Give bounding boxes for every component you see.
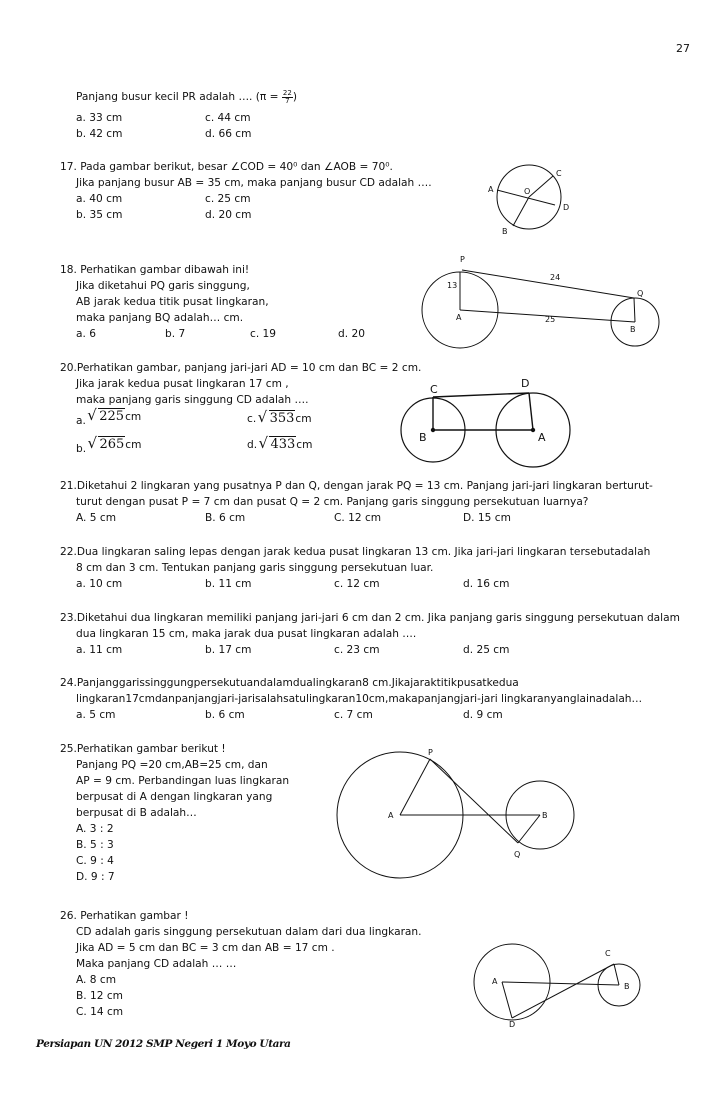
q25-option-b[interactable]: B. 5 : 3 bbox=[76, 839, 114, 851]
q22-option-b[interactable]: b. 11 cm bbox=[205, 578, 252, 590]
q17-option-c[interactable]: c. 25 cm bbox=[205, 193, 251, 205]
q25-tangent-pq bbox=[430, 759, 518, 843]
q18-option-d[interactable]: d. 20 bbox=[338, 328, 365, 340]
q22-option-d[interactable]: d. 16 cm bbox=[463, 578, 510, 590]
q16-pi: π = bbox=[259, 91, 279, 103]
q17-circle-diagram bbox=[485, 160, 585, 240]
q25-line2: Panjang PQ =20 cm,AB=25 cm, dan bbox=[76, 759, 268, 771]
q24-option-c[interactable]: c. 7 cm bbox=[334, 709, 373, 721]
q18-line4: maka panjang BQ adalah… cm. bbox=[76, 312, 244, 324]
q17-option-b[interactable]: b. 35 cm bbox=[76, 209, 123, 221]
q21-line2: turut dengan pusat P = 7 cm dan pusat Q = 2 cm. Panjang garis singgung persekutuan luarnya? bbox=[76, 496, 589, 508]
q16-frac-num: 22 bbox=[282, 88, 292, 97]
q18-option-a[interactable]: a. 6 bbox=[76, 328, 96, 340]
q20-label-b: B bbox=[419, 431, 427, 444]
q16-stem bbox=[76, 89, 297, 105]
q20-option-b-sqrt: √ 265 bbox=[89, 437, 125, 453]
q25-line1: 25.Perhatikan gambar berikut ! bbox=[60, 743, 226, 755]
q18-line1: 18. Perhatikan gambar dibawah ini! bbox=[60, 264, 250, 276]
q17-radius-o-c bbox=[529, 176, 553, 197]
q20-label-c: C bbox=[430, 383, 438, 396]
q20-option-a[interactable] bbox=[76, 409, 142, 429]
q26-center-line-ab bbox=[502, 982, 619, 985]
q18-label-13: 13 bbox=[447, 281, 458, 290]
q16-option-a[interactable]: a. 33 cm bbox=[76, 112, 123, 124]
q18-label-b: B bbox=[630, 325, 636, 334]
q23-option-c[interactable]: c. 23 cm bbox=[334, 644, 380, 656]
q25-label-q: Q bbox=[514, 850, 521, 859]
q18-line2: Jika diketahui PQ garis singgung, bbox=[76, 280, 250, 292]
q20-option-a-label: a. bbox=[76, 415, 86, 427]
q23-option-b[interactable]: b. 17 cm bbox=[205, 644, 252, 656]
q20-tangent-diagram bbox=[395, 375, 585, 465]
q20-option-a-sqrt: √ 225 bbox=[89, 409, 125, 425]
q16-option-c[interactable]: c. 44 cm bbox=[205, 112, 251, 124]
q25-label-a: A bbox=[388, 811, 394, 820]
q25-label-b: B bbox=[542, 811, 548, 820]
q18-label-q: Q bbox=[637, 289, 644, 298]
q26-label-b: B bbox=[624, 982, 630, 991]
q16-option-b[interactable]: b. 42 cm bbox=[76, 128, 123, 140]
q26-line3: Jika AD = 5 cm dan BC = 3 cm dan AB = 17 cm . bbox=[76, 942, 335, 954]
q21-option-d[interactable]: D. 15 cm bbox=[463, 512, 511, 524]
q25-radius-ap bbox=[400, 759, 430, 815]
q20-option-d-unit: cm bbox=[296, 439, 313, 451]
q23-line1: 23.Diketahui dua lingkaran memiliki panjang jari-jari 6 cm dan 2 cm. Jika panjang garis singgung persekutuan dalam bbox=[60, 612, 680, 624]
q20-option-c-label: c. bbox=[247, 413, 257, 425]
q18-tangent-diagram bbox=[420, 250, 670, 350]
q18-option-b[interactable]: b. 7 bbox=[165, 328, 186, 340]
page-number: 27 bbox=[676, 42, 690, 55]
q25-tangent-diagram bbox=[330, 745, 590, 880]
q21-option-c[interactable]: C. 12 cm bbox=[334, 512, 382, 524]
q20-option-d-sqrt: √ 433 bbox=[260, 437, 296, 453]
q21-option-a[interactable]: A. 5 cm bbox=[76, 512, 117, 524]
q23-option-a[interactable]: a. 11 cm bbox=[76, 644, 123, 656]
q25-option-c[interactable]: C. 9 : 4 bbox=[76, 855, 114, 867]
q18-label-25: 25 bbox=[545, 315, 556, 324]
q20-line1: 20.Perhatikan gambar, panjang jari-jari AD = 10 cm dan BC = 2 cm. bbox=[60, 362, 422, 374]
q25-option-a[interactable]: A. 3 : 2 bbox=[76, 823, 114, 835]
q26-label-d: D bbox=[509, 1020, 516, 1029]
q24-option-b[interactable]: b. 6 cm bbox=[205, 709, 245, 721]
q20-option-d-label: d. bbox=[247, 439, 258, 451]
q17-option-a[interactable]: a. 40 cm bbox=[76, 193, 123, 205]
q17-label-d: D bbox=[563, 203, 570, 212]
q20-line2: Jika jarak kedua pusat lingkaran 17 cm , bbox=[76, 378, 289, 390]
q18-line3: AB jarak kedua titik pusat lingkaran, bbox=[76, 296, 269, 308]
q16-stem-text: Panjang busur kecil PR adalah …. ( bbox=[76, 91, 260, 103]
q20-option-b-unit: cm bbox=[125, 439, 142, 451]
q24-option-d[interactable]: d. 9 cm bbox=[463, 709, 503, 721]
q26-option-b[interactable]: B. 12 cm bbox=[76, 990, 123, 1002]
q22-option-a[interactable]: a. 10 cm bbox=[76, 578, 123, 590]
q22-line1: 22.Dua lingkaran saling lepas dengan jarak kedua pusat lingkaran 13 cm. Jika jari-jari lingkaran tersebutadalah bbox=[60, 546, 651, 558]
q18-option-c[interactable]: c. 19 bbox=[250, 328, 277, 340]
q24-line2: lingkaran17cmdanpanjangjari-jarisalahsatulingkaran10cm,makapanjangjari-jari lingkaranyanglainadalah… bbox=[76, 693, 643, 705]
q20-option-b-label: b. bbox=[76, 443, 87, 455]
q20-option-a-unit: cm bbox=[125, 411, 142, 423]
footer-title: Persiapan UN 2012 SMP Negeri 1 Moyo Utara bbox=[36, 1038, 291, 1050]
q20-option-c-unit: cm bbox=[295, 413, 312, 425]
q25-line4: berpusat di A dengan lingkaran yang bbox=[76, 791, 273, 803]
q25-option-d[interactable]: D. 9 : 7 bbox=[76, 871, 115, 883]
q17-label-b: B bbox=[502, 227, 508, 236]
q25-label-p: P bbox=[428, 748, 433, 757]
q26-line1: 26. Perhatikan gambar ! bbox=[60, 910, 189, 922]
q17-label-c: C bbox=[556, 169, 562, 178]
q17-label-a: A bbox=[488, 185, 494, 194]
q20-point-b bbox=[431, 428, 435, 432]
q20-option-d[interactable] bbox=[247, 437, 312, 453]
q23-line2: dua lingkaran 15 cm, maka jarak dua pusat lingkaran adalah …. bbox=[76, 628, 417, 640]
q24-option-a[interactable]: a. 5 cm bbox=[76, 709, 116, 721]
q26-option-a[interactable]: A. 8 cm bbox=[76, 974, 117, 986]
q20-option-c-sqrt: √ 353 bbox=[260, 411, 296, 427]
q25-line3: AP = 9 cm. Perbandingan luas lingkaran bbox=[76, 775, 290, 787]
q24-line1: 24.Panjanggarissinggungpersekutuandalamdualingkaran8 cm.Jikajaraktitikpusatkedua bbox=[60, 677, 519, 689]
q21-line1: 21.Diketahui 2 lingkaran yang pusatnya P dan Q, dengan jarak PQ = 13 cm. Panjang jari-jari lingkaran berturut- bbox=[60, 480, 653, 492]
q18-label-a: A bbox=[456, 313, 462, 322]
q16-fraction bbox=[282, 90, 293, 105]
q20-point-a bbox=[531, 428, 535, 432]
q16-option-d[interactable]: d. 66 cm bbox=[205, 128, 252, 140]
q18-label-24: 24 bbox=[550, 273, 561, 282]
q26-line4: Maka panjang CD adalah … … bbox=[76, 958, 237, 970]
q16-frac-den: 7 bbox=[285, 96, 290, 105]
q17-line2: Jika panjang busur AB = 35 cm, maka panjang busur CD adalah …. bbox=[76, 177, 432, 189]
q20-line3: maka panjang garis singgung CD adalah …. bbox=[76, 394, 309, 406]
q18-radius-bq bbox=[634, 298, 635, 322]
q26-radius-ad bbox=[502, 982, 512, 1018]
q16-stem-close: ) bbox=[292, 91, 297, 103]
q17-option-d[interactable]: d. 20 cm bbox=[205, 209, 252, 221]
q20-radius-ad bbox=[529, 393, 533, 430]
q21-option-b[interactable]: B. 6 cm bbox=[205, 512, 246, 524]
q26-line2: CD adalah garis singgung persekutuan dalam dari dua lingkaran. bbox=[76, 926, 422, 938]
q22-option-c[interactable]: c. 12 cm bbox=[334, 578, 380, 590]
q26-label-c: C bbox=[605, 949, 611, 958]
q20-option-b[interactable] bbox=[76, 437, 142, 457]
q18-label-p: P bbox=[460, 255, 465, 264]
q26-label-a: A bbox=[492, 977, 498, 986]
q25-line5: berpusat di B adalah… bbox=[76, 807, 197, 819]
q25-radius-bq bbox=[518, 815, 540, 843]
q17-label-o: O bbox=[524, 187, 531, 196]
q20-option-c[interactable] bbox=[247, 411, 312, 427]
q17-radius-o-b bbox=[513, 197, 529, 226]
q20-tangent-cd bbox=[433, 393, 529, 397]
q17-line1: 17. Pada gambar berikut, besar ∠COD = 40⁰ dan ∠AOB = 70⁰. bbox=[60, 161, 393, 173]
q20-label-d: D bbox=[521, 377, 530, 390]
q20-label-a: A bbox=[538, 431, 546, 444]
q22-line2: 8 cm dan 3 cm. Tentukan panjang garis singgung persekutuan luar. bbox=[76, 562, 434, 574]
q26-option-c[interactable]: C. 14 cm bbox=[76, 1006, 124, 1018]
q26-radius-bc bbox=[614, 964, 619, 985]
q26-tangent-diagram bbox=[478, 938, 648, 1028]
q23-option-d[interactable]: d. 25 cm bbox=[463, 644, 510, 656]
